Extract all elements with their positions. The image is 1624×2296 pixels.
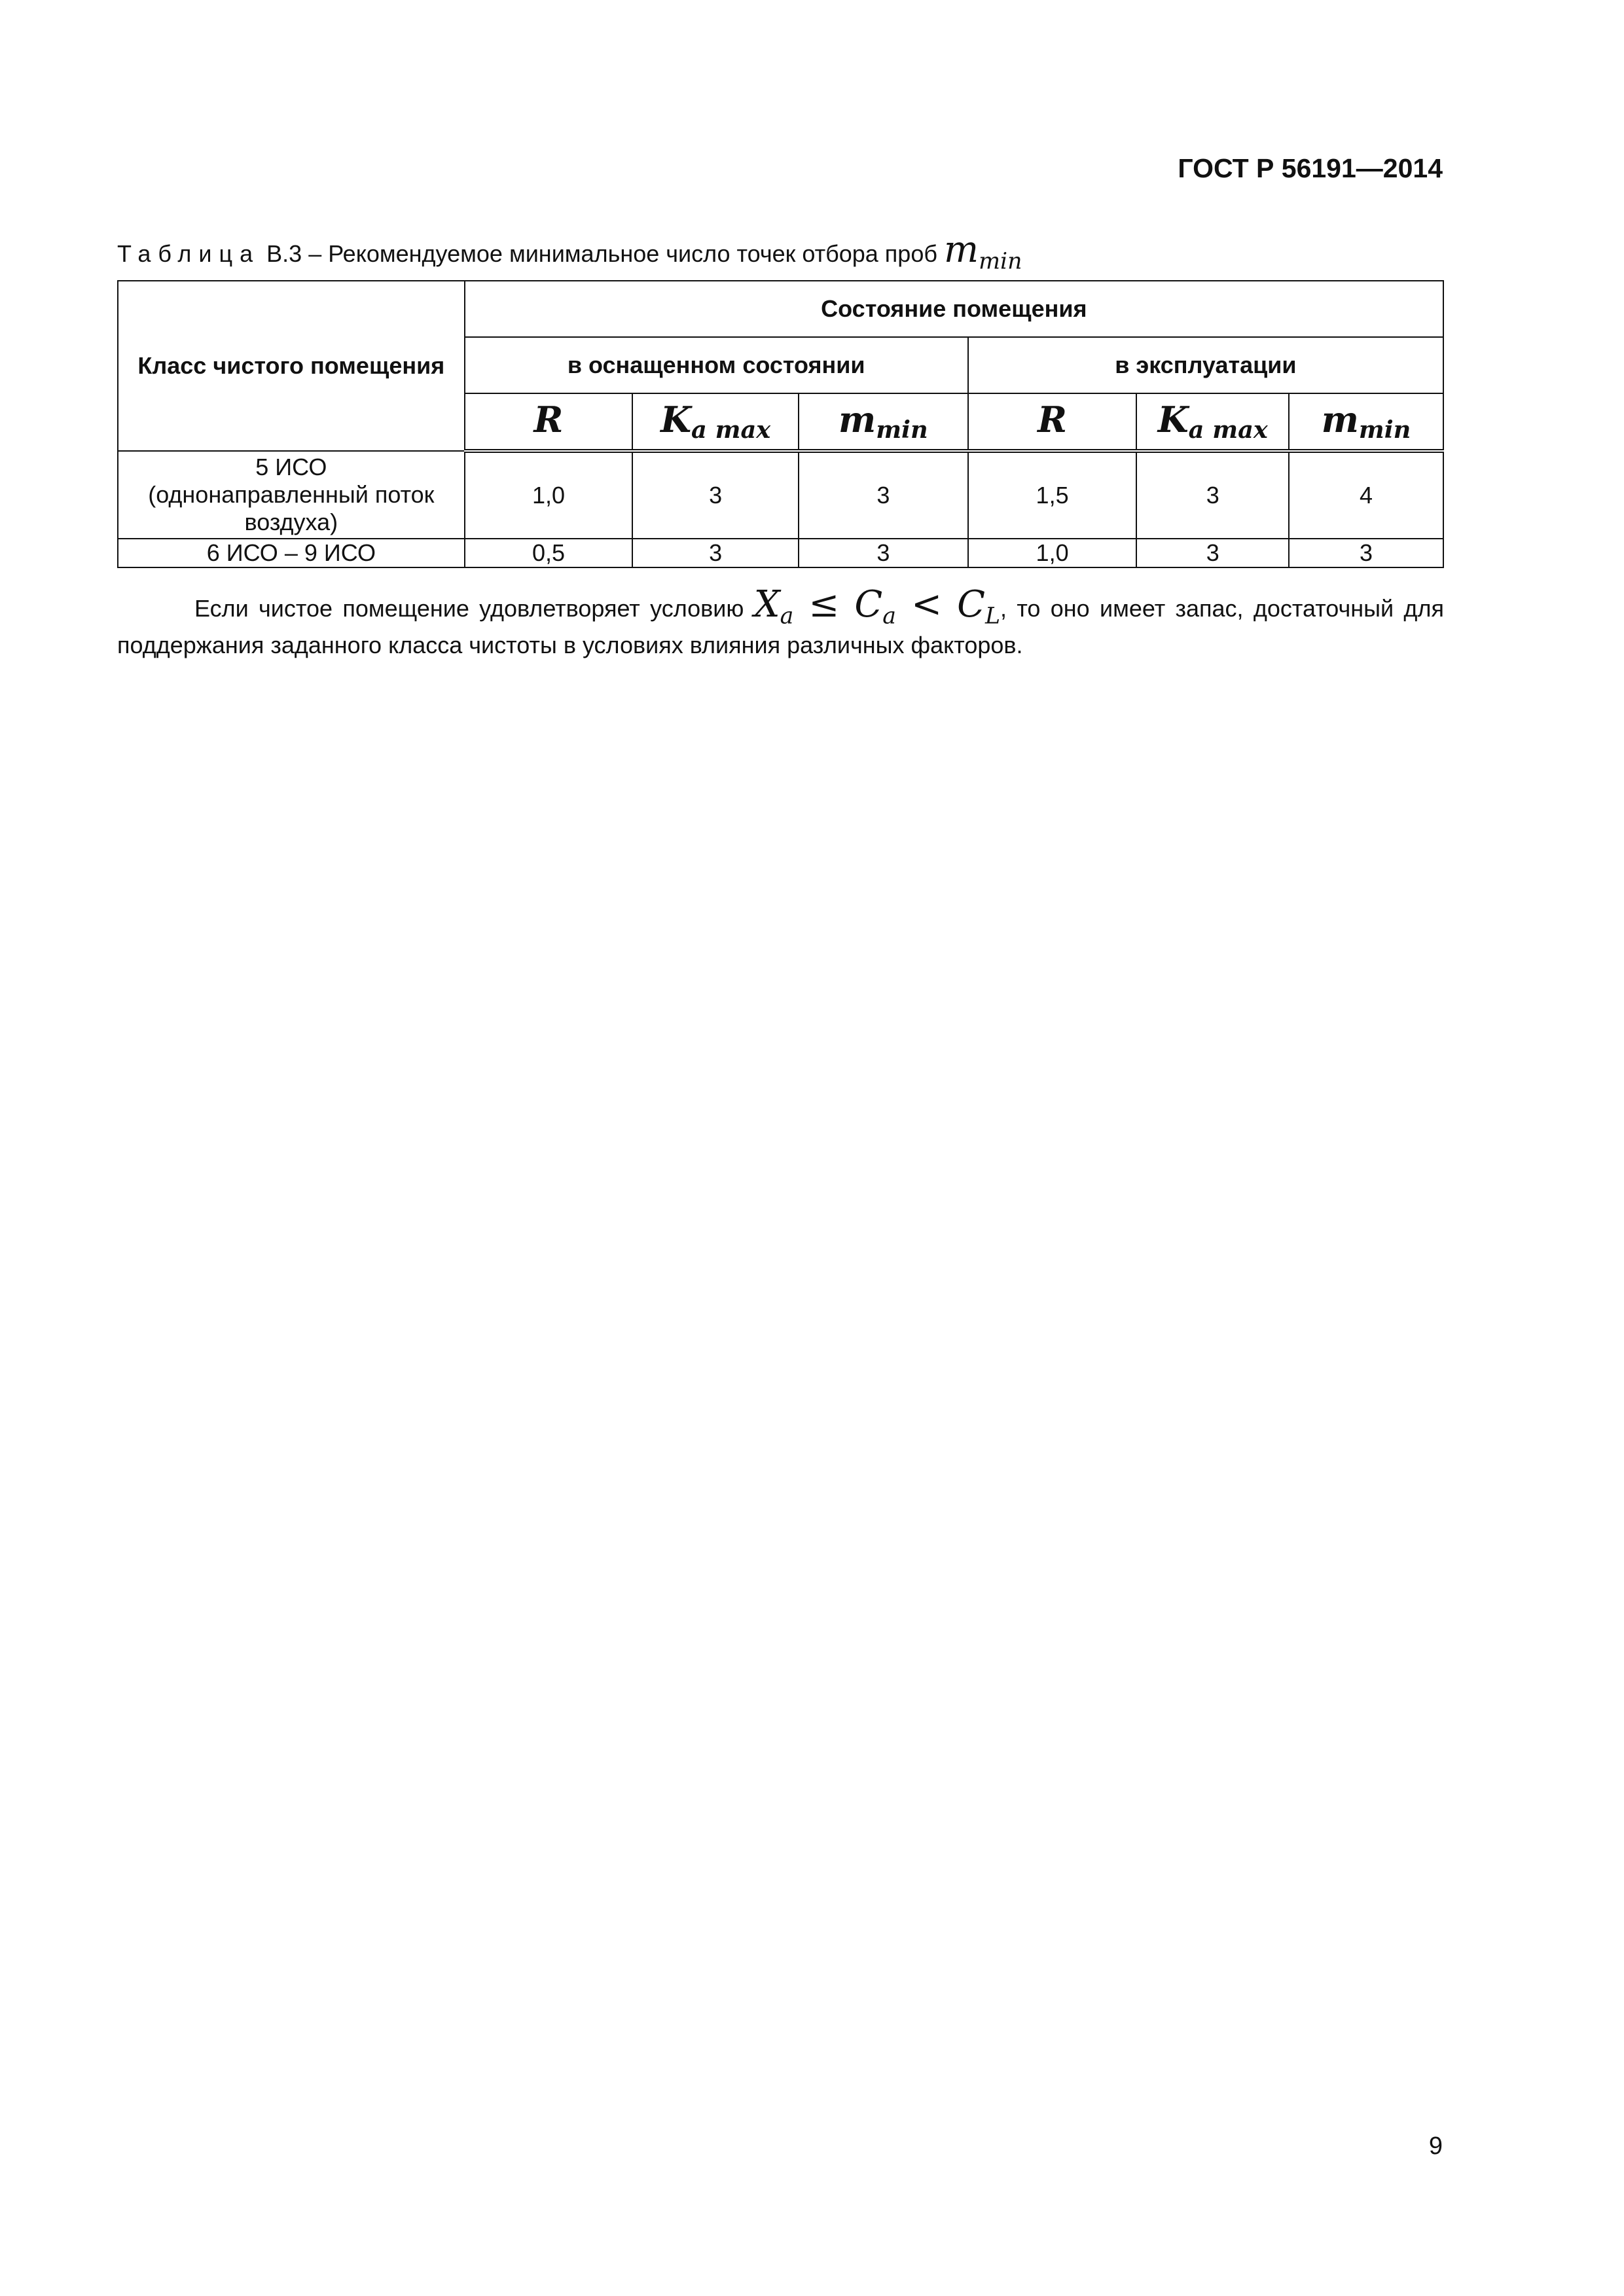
header-class: Класс чистого помещения (118, 281, 465, 451)
header-symbol-kamax: $K_{a max}$ (632, 393, 799, 451)
header-as-built: в оснащенном состоянии (465, 337, 968, 393)
caption-symbol-main: m (943, 228, 979, 271)
header-symbol-r: R (465, 393, 633, 451)
table-row (118, 451, 1443, 539)
caption-text: Рекомендуемое минимальное число точек отбора проб (328, 240, 937, 267)
caption-symbol (943, 228, 1022, 275)
header-room-state: Состояние помещения (465, 281, 1443, 337)
table-row (118, 539, 1443, 567)
value-cell: 4 (1289, 451, 1443, 539)
header-symbol-r: R (968, 393, 1137, 451)
value-cell: 1,5 (968, 451, 1137, 539)
page-number: 9 (1428, 2132, 1443, 2160)
value-cell: 1,0 (968, 539, 1137, 567)
value-cell: 3 (1136, 451, 1289, 539)
row-class-cell (118, 451, 465, 539)
value-cell: 1,0 (465, 451, 633, 539)
value-cell: 3 (799, 539, 968, 567)
paragraph-text-before: Если чистое помещение удовлетворяет условию (194, 595, 744, 622)
header-symbol-mmin: $m_{min}$ (799, 393, 968, 451)
header-symbol-kamax: $K_{a max}$ (1136, 393, 1289, 451)
class-line: воздуха) (244, 509, 338, 535)
paragraph-text-after: , то оно имеет запас, достаточный для поддержания заданного класса чистоты в условиях влияния различных факторов. (117, 595, 1444, 658)
value-cell: 3 (1289, 539, 1443, 567)
value-cell: 3 (1136, 539, 1289, 567)
condition-formula: $X_a \le C_a < C_L$ (753, 583, 1001, 630)
value-cell: 0,5 (465, 539, 633, 567)
sampling-points-table (117, 280, 1444, 568)
class-line: 5 ИСО (255, 454, 327, 480)
caption-symbol-sub: min (979, 248, 1022, 275)
header-symbol-mmin: $m_{min}$ (1289, 393, 1443, 451)
caption-label: Таблица (117, 240, 261, 267)
document-id: ГОСТ Р 56191—2014 (1178, 153, 1443, 183)
class-line: (однонаправленный поток (148, 481, 435, 508)
caption-number: В.3 – (266, 240, 322, 267)
header-operational: в эксплуатации (968, 337, 1443, 393)
value-cell: 3 (632, 451, 799, 539)
table-caption (117, 228, 1022, 275)
value-cell: 3 (632, 539, 799, 567)
value-cell: 3 (799, 451, 968, 539)
class-line: 6 ИСО – 9 ИСО (206, 539, 376, 566)
header-row-1 (118, 281, 1443, 337)
row-class-cell (118, 539, 465, 567)
condition-paragraph (117, 583, 1444, 664)
